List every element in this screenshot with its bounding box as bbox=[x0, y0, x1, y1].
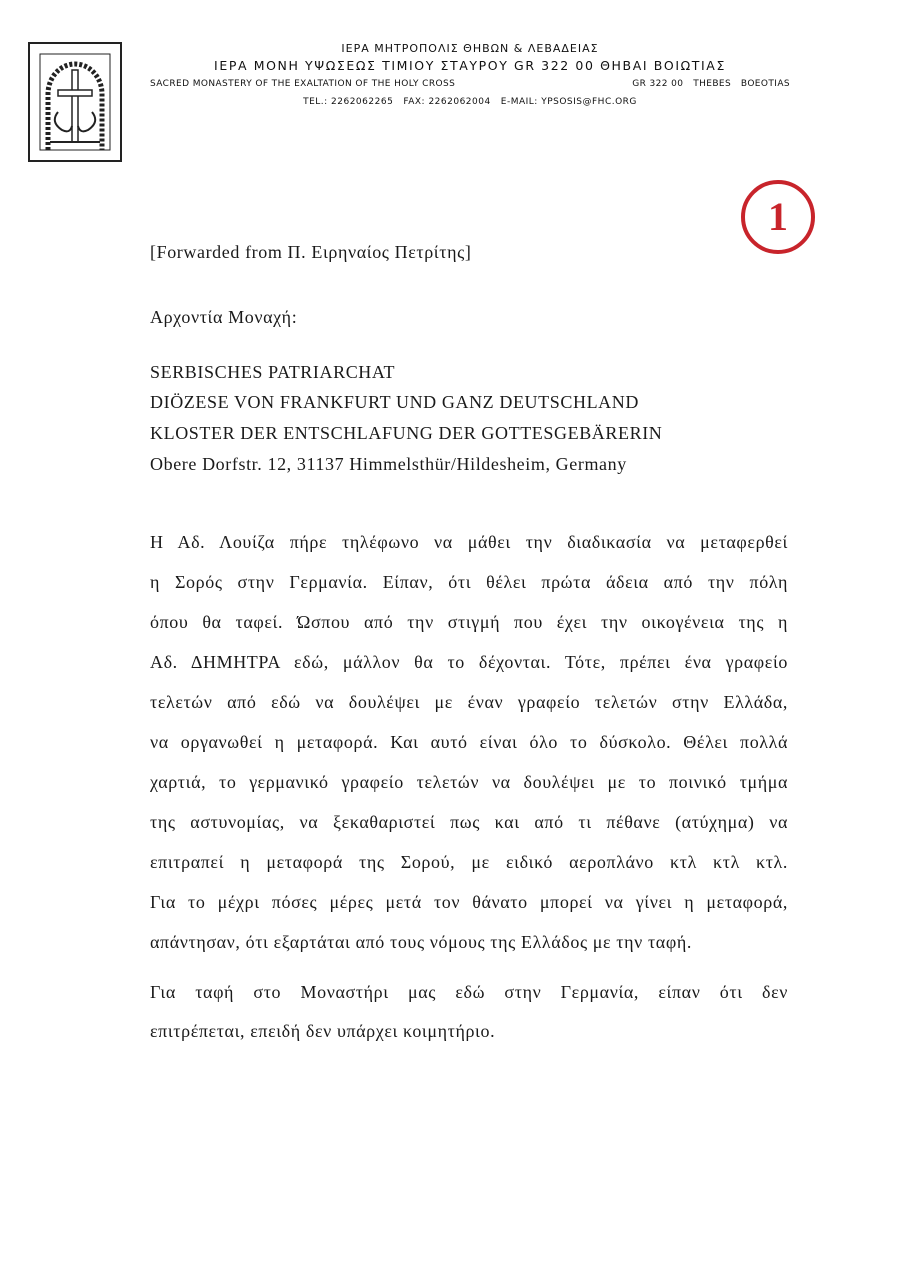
letterhead-monastery-english: SACRED MONASTERY OF THE EXALTATION OF THE HOLY CROSS bbox=[150, 79, 456, 89]
address-line: Obere Dorfstr. 12, 31137 Himmelsthür/Hildesheim, Germany bbox=[150, 454, 627, 474]
body-line: όπου θα ταφεί. Ώσπου από την στιγμή που έχει την οικογένεια της η bbox=[150, 612, 788, 632]
address-line: KLOSTER DER ENTSCHLAFUNG DER GOTTESGEBÄRERIN bbox=[150, 423, 663, 443]
body-line: Για ταφή στο Μοναστήρι μας εδώ στην Γερμανία, είπαν ότι δεν bbox=[150, 982, 788, 1002]
body-line: η Σορός στην Γερμανία. Είπαν, ότι θέλει πρώτα άδεια από την πόλη bbox=[150, 572, 788, 592]
address-line: DIÖZESE VON FRANKFURT UND GANZ DEUTSCHLAND bbox=[150, 392, 639, 412]
letterhead-monastery-greek: ΙΕΡΑ ΜΟΝΗ ΥΨΩΣΕΩΣ ΤΙΜΙΟΥ ΣΤΑΥΡΟΥ GR 322 00 ΘΗΒΑΙ ΒΟΙΩΤΙΑΣ bbox=[214, 58, 726, 73]
body-line: τελετών από εδώ να δουλέψει με έναν γραφείο τελετών στην Ελλάδα, bbox=[150, 692, 788, 712]
salutation: Αρχοντία Μοναχή: bbox=[150, 307, 298, 327]
body-line: της αστυνομίας, να ξεκαθαριστεί πως και από τι πέθανε (ατύχημα) να bbox=[150, 812, 788, 832]
body-line: χαρτιά, το γερμανικό γραφείο τελετών να δουλέψει με το ποινικό τμήμα bbox=[150, 772, 788, 792]
body-line: επιτραπεί η μεταφορά της Σορού, με ειδικό αεροπλάνο κτλ κτλ κτλ. bbox=[150, 852, 788, 872]
forwarded-note: [Forwarded from Π. Ειρηναίος Πετρίτης] bbox=[150, 242, 472, 262]
body-line: απάντησαν, ότι εξαρτάται από τους νόμους της Ελλάδος με την ταφή. bbox=[150, 932, 692, 952]
body-line: να οργανωθεί η μεταφορά. Και αυτό είναι όλο το δύσκολο. Θέλει πολλά bbox=[150, 732, 788, 752]
letterhead-metropolis: ΙΕΡΑ ΜΗΤΡΟΠΟΛΙΣ ΘΗΒΩΝ & ΛΕΒΑΔΕΙΑΣ bbox=[341, 42, 599, 55]
letterhead-monastery-english-row bbox=[150, 79, 790, 89]
letterhead-contact: TEL.: 2262062265 FAX: 2262062004 E-MAIL: YPSOSIS@FHC.ORG bbox=[303, 97, 637, 107]
page-marker-badge: 1 bbox=[741, 180, 815, 254]
body-line: Για το μέχρι πόσες μέρες μετά τον θάνατο μπορεί να γίνει η μεταφορά, bbox=[150, 892, 788, 912]
address-line: SERBISCHES PATRIARCHAT bbox=[150, 362, 396, 382]
body-line: επιτρέπεται, επειδή δεν υπάρχει κοιμητήριο. bbox=[150, 1021, 496, 1041]
body-line: Η Αδ. Λουίζα πήρε τηλέφωνο να μάθει την διαδικασία να μεταφερθεί bbox=[150, 532, 788, 552]
monastery-seal-logo bbox=[28, 42, 122, 162]
letterhead-address-english: GR 322 00 THEBES BOEOTIAS bbox=[632, 79, 790, 89]
body-line: Αδ. ΔΗΜΗΤΡΑ εδώ, μάλλον θα το δέχονται. Τότε, πρέπει ένα γραφείο bbox=[150, 652, 788, 672]
